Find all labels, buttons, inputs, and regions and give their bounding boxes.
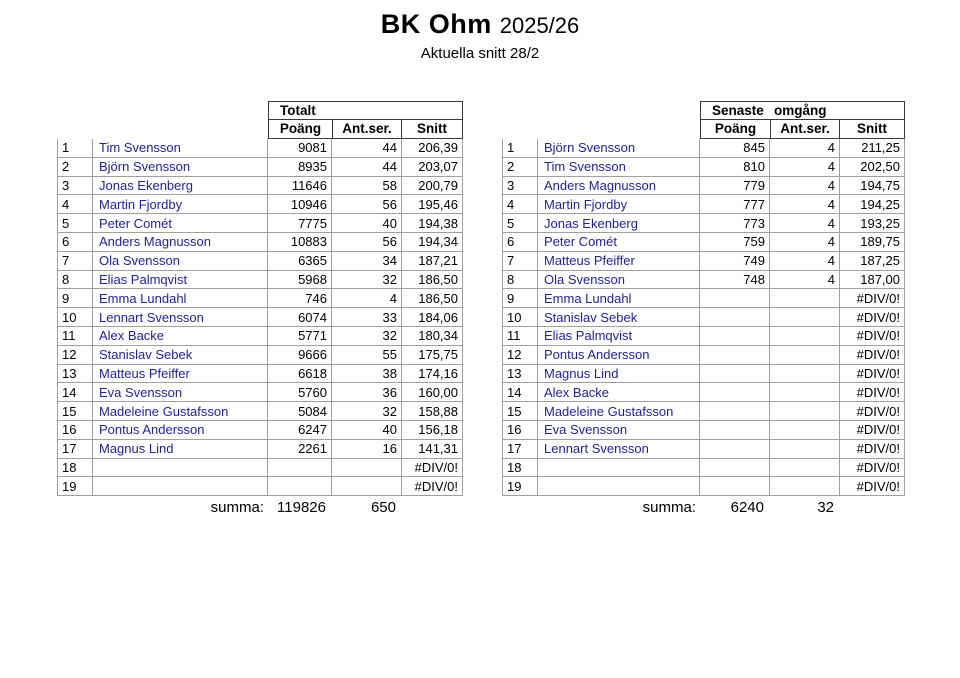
senaste-omgang-table	[502, 101, 905, 518]
poang-cell: 779	[700, 177, 770, 196]
table-row	[502, 139, 905, 158]
page-title	[0, 9, 960, 44]
poang-cell	[700, 346, 770, 365]
antser-cell: 4	[770, 195, 840, 214]
table-row	[57, 308, 463, 327]
table-row	[502, 346, 905, 365]
player-name-cell: Emma Lundahl	[538, 289, 700, 308]
snitt-cell: #DIV/0!	[840, 308, 905, 327]
snitt-cell: #DIV/0!	[840, 421, 905, 440]
snitt-cell: #DIV/0!	[840, 459, 905, 478]
rank-cell: 5	[57, 214, 93, 233]
player-name-cell: Emma Lundahl	[93, 289, 268, 308]
table-row	[57, 233, 463, 252]
poang-cell: 6247	[268, 421, 332, 440]
poang-cell	[268, 459, 332, 478]
table-row	[57, 459, 463, 478]
antser-cell	[332, 459, 402, 478]
player-name-cell: Elias Palmqvist	[538, 327, 700, 346]
poang-cell: 749	[700, 252, 770, 271]
rank-cell: 15	[57, 402, 93, 421]
senaste-group-label-part1: Senaste	[712, 103, 764, 118]
poang-cell	[700, 440, 770, 459]
snitt-cell: 206,39	[402, 139, 463, 158]
rank-cell: 18	[57, 459, 93, 478]
snitt-column-header: Snitt	[401, 120, 462, 138]
senaste-group-label	[701, 102, 904, 120]
poang-cell: 6365	[268, 252, 332, 271]
snitt-cell: 194,34	[402, 233, 463, 252]
poang-column-header: Poäng	[714, 121, 757, 136]
poang-cell	[700, 402, 770, 421]
player-name-cell: Matteus Pfeiffer	[538, 252, 700, 271]
player-name-cell: Madeleine Gustafsson	[93, 402, 268, 421]
table-row	[57, 252, 463, 271]
snitt-cell: 203,07	[402, 158, 463, 177]
antser-cell: 16	[332, 440, 402, 459]
table-row	[57, 139, 463, 158]
snitt-cell: 200,79	[402, 177, 463, 196]
player-name-cell: Jonas Ekenberg	[93, 177, 268, 196]
player-name-cell: Tim Svensson	[538, 158, 700, 177]
summa-antser-value: 32	[817, 499, 834, 517]
poang-cell: 9666	[268, 346, 332, 365]
totalt-summa-row	[57, 497, 463, 518]
table-row	[57, 383, 463, 402]
player-name-cell	[538, 477, 700, 496]
poang-cell	[700, 289, 770, 308]
player-name-cell: Martin Fjordby	[538, 195, 700, 214]
table-row	[502, 440, 905, 459]
rank-cell: 15	[502, 402, 538, 421]
summa-poang-value: 119826	[277, 499, 326, 517]
poang-cell: 746	[268, 289, 332, 308]
rank-cell: 12	[502, 346, 538, 365]
antser-cell	[770, 402, 840, 421]
season-label: 2025/26	[499, 13, 580, 38]
antser-cell	[770, 327, 840, 346]
table-row	[57, 346, 463, 365]
poang-cell: 8935	[268, 158, 332, 177]
table-row	[502, 252, 905, 271]
rank-cell: 4	[57, 195, 93, 214]
table-row	[502, 365, 905, 384]
snitt-cell: #DIV/0!	[840, 383, 905, 402]
rank-cell: 14	[502, 383, 538, 402]
antser-cell	[770, 346, 840, 365]
player-name-cell: Lennart Svensson	[93, 308, 268, 327]
antser-cell: 4	[770, 252, 840, 271]
poang-cell: 759	[700, 233, 770, 252]
senaste-summa-row	[502, 497, 905, 518]
poang-cell	[700, 308, 770, 327]
player-name-cell: Magnus Lind	[93, 440, 268, 459]
player-name-cell: Eva Svensson	[93, 383, 268, 402]
poang-cell	[700, 383, 770, 402]
antser-cell: 33	[332, 308, 402, 327]
antser-cell	[770, 365, 840, 384]
snitt-cell: 180,34	[402, 327, 463, 346]
rank-cell: 7	[57, 252, 93, 271]
player-name-cell: Lennart Svensson	[538, 440, 700, 459]
player-name-cell: Anders Magnusson	[538, 177, 700, 196]
summa-label: summa:	[642, 499, 696, 517]
table-row	[502, 383, 905, 402]
player-name-cell: Madeleine Gustafsson	[538, 402, 700, 421]
snitt-cell: 194,25	[840, 195, 905, 214]
poang-cell: 5760	[268, 383, 332, 402]
antser-cell: 55	[332, 346, 402, 365]
poang-cell: 7775	[268, 214, 332, 233]
title-block	[0, 9, 960, 62]
table-row	[57, 365, 463, 384]
player-name-cell: Eva Svensson	[538, 421, 700, 440]
player-name-cell: Elias Palmqvist	[93, 271, 268, 290]
rank-cell: 2	[502, 158, 538, 177]
table-row	[502, 233, 905, 252]
antser-cell	[770, 383, 840, 402]
poang-cell	[700, 477, 770, 496]
table-row	[57, 195, 463, 214]
rank-cell: 19	[502, 477, 538, 496]
poang-cell: 748	[700, 271, 770, 290]
antser-cell: 58	[332, 177, 402, 196]
player-name-cell	[538, 459, 700, 478]
antser-cell: 4	[770, 233, 840, 252]
rank-cell: 17	[502, 440, 538, 459]
rank-cell: 11	[502, 327, 538, 346]
poang-cell	[268, 477, 332, 496]
table-row	[57, 271, 463, 290]
player-name-cell: Alex Backe	[93, 327, 268, 346]
antser-cell: 32	[332, 402, 402, 421]
rank-cell: 11	[57, 327, 93, 346]
rank-cell: 13	[502, 365, 538, 384]
antser-cell: 4	[770, 158, 840, 177]
club-name: BK Ohm	[380, 9, 492, 39]
table-row	[57, 440, 463, 459]
rank-cell: 9	[502, 289, 538, 308]
table-row	[502, 421, 905, 440]
snitt-cell: 187,21	[402, 252, 463, 271]
player-name-cell: Ola Svensson	[538, 271, 700, 290]
table-row	[57, 477, 463, 496]
poang-cell: 773	[700, 214, 770, 233]
rank-cell: 10	[502, 308, 538, 327]
antser-cell: 4	[770, 214, 840, 233]
rank-cell: 13	[57, 365, 93, 384]
antser-column-header: Ant.ser.	[770, 120, 839, 138]
summa-label: summa:	[210, 499, 264, 517]
table-row	[502, 459, 905, 478]
antser-cell: 40	[332, 214, 402, 233]
totalt-table-body	[57, 139, 463, 496]
snitt-cell: 141,31	[402, 440, 463, 459]
poang-cell: 10883	[268, 233, 332, 252]
rank-cell: 1	[57, 139, 93, 158]
antser-cell: 44	[332, 139, 402, 158]
summa-poang-value: 6240	[730, 499, 764, 517]
table-row	[57, 289, 463, 308]
snitt-cell: #DIV/0!	[402, 459, 463, 478]
table-row	[502, 327, 905, 346]
player-name-cell: Peter Comét	[538, 233, 700, 252]
rank-cell: 6	[502, 233, 538, 252]
snitt-cell: 175,75	[402, 346, 463, 365]
rank-cell: 2	[57, 158, 93, 177]
snitt-cell: 156,18	[402, 421, 463, 440]
rank-cell: 18	[502, 459, 538, 478]
poang-cell: 2261	[268, 440, 332, 459]
poang-cell	[700, 421, 770, 440]
snitt-cell: #DIV/0!	[840, 440, 905, 459]
antser-cell	[770, 289, 840, 308]
rank-cell: 19	[57, 477, 93, 496]
poang-cell: 6618	[268, 365, 332, 384]
snitt-column-header: Snitt	[839, 120, 904, 138]
poang-cell: 810	[700, 158, 770, 177]
player-name-cell: Stanislav Sebek	[93, 346, 268, 365]
player-name-cell	[93, 459, 268, 478]
antser-cell: 36	[332, 383, 402, 402]
table-row	[502, 271, 905, 290]
snitt-cell: 189,75	[840, 233, 905, 252]
table-row	[502, 402, 905, 421]
player-name-cell: Björn Svensson	[93, 158, 268, 177]
rank-cell: 12	[57, 346, 93, 365]
table-row	[57, 214, 463, 233]
poang-cell: 11646	[268, 177, 332, 196]
player-name-cell: Stanislav Sebek	[538, 308, 700, 327]
subtitle: Aktuella snitt 28/2	[420, 45, 540, 62]
snitt-cell: 202,50	[840, 158, 905, 177]
antser-cell	[332, 477, 402, 496]
antser-cell: 38	[332, 365, 402, 384]
summa-antser-value: 650	[370, 499, 396, 517]
rank-cell: 10	[57, 308, 93, 327]
poang-cell: 845	[700, 139, 770, 158]
snitt-cell: 194,38	[402, 214, 463, 233]
snitt-cell: 187,25	[840, 252, 905, 271]
table-row	[57, 421, 463, 440]
table-row	[57, 177, 463, 196]
snitt-cell: #DIV/0!	[840, 327, 905, 346]
snitt-cell: 187,00	[840, 271, 905, 290]
player-name-cell: Matteus Pfeiffer	[93, 365, 268, 384]
antser-cell: 34	[332, 252, 402, 271]
senaste-header	[700, 101, 905, 139]
snitt-cell: 211,25	[840, 139, 905, 158]
antser-cell	[770, 477, 840, 496]
player-name-cell: Björn Svensson	[538, 139, 700, 158]
rank-cell: 4	[502, 195, 538, 214]
table-row	[502, 158, 905, 177]
rank-cell: 14	[57, 383, 93, 402]
snitt-cell: 193,25	[840, 214, 905, 233]
antser-cell: 4	[770, 177, 840, 196]
rank-cell: 8	[57, 271, 93, 290]
antser-cell: 56	[332, 195, 402, 214]
rank-cell: 3	[57, 177, 93, 196]
snitt-cell: #DIV/0!	[402, 477, 463, 496]
rank-cell: 16	[502, 421, 538, 440]
antser-cell	[770, 421, 840, 440]
antser-cell: 4	[770, 139, 840, 158]
antser-cell: 56	[332, 233, 402, 252]
snitt-cell: 186,50	[402, 289, 463, 308]
senaste-table-body	[502, 139, 905, 496]
poang-cell: 10946	[268, 195, 332, 214]
snitt-cell: 194,75	[840, 177, 905, 196]
antser-cell: 4	[770, 271, 840, 290]
snitt-cell: #DIV/0!	[840, 346, 905, 365]
totalt-group-label: Totalt	[269, 102, 462, 120]
poang-column-header: Poäng	[279, 121, 322, 136]
snitt-cell: #DIV/0!	[840, 365, 905, 384]
antser-cell: 32	[332, 327, 402, 346]
snitt-cell: #DIV/0!	[840, 289, 905, 308]
rank-cell: 3	[502, 177, 538, 196]
antser-cell	[770, 440, 840, 459]
table-row	[57, 327, 463, 346]
snitt-cell: #DIV/0!	[840, 477, 905, 496]
rank-cell: 6	[57, 233, 93, 252]
player-name-cell: Ola Svensson	[93, 252, 268, 271]
player-name-cell: Jonas Ekenberg	[538, 214, 700, 233]
player-name-cell: Pontus Andersson	[93, 421, 268, 440]
table-row	[502, 289, 905, 308]
snitt-cell: 195,46	[402, 195, 463, 214]
table-row	[502, 177, 905, 196]
player-name-cell: Anders Magnusson	[93, 233, 268, 252]
poang-cell	[700, 365, 770, 384]
snitt-cell: 160,00	[402, 383, 463, 402]
totalt-table	[57, 101, 463, 518]
senaste-group-label-part2: omgång	[774, 103, 827, 118]
table-row	[57, 402, 463, 421]
table-row	[57, 158, 463, 177]
poang-cell	[700, 459, 770, 478]
totalt-column-headers	[269, 120, 462, 138]
antser-cell: 40	[332, 421, 402, 440]
poang-cell: 5771	[268, 327, 332, 346]
antser-cell: 44	[332, 158, 402, 177]
snitt-cell: 184,06	[402, 308, 463, 327]
player-name-cell: Pontus Andersson	[538, 346, 700, 365]
poang-cell: 6074	[268, 308, 332, 327]
poang-cell	[700, 327, 770, 346]
player-name-cell: Martin Fjordby	[93, 195, 268, 214]
table-row	[502, 214, 905, 233]
rank-cell: 5	[502, 214, 538, 233]
poang-cell: 777	[700, 195, 770, 214]
antser-cell	[770, 459, 840, 478]
rank-cell: 9	[57, 289, 93, 308]
antser-cell: 4	[332, 289, 402, 308]
player-name-cell: Alex Backe	[538, 383, 700, 402]
rank-cell: 8	[502, 271, 538, 290]
antser-column-header: Ant.ser.	[332, 120, 401, 138]
rank-cell: 17	[57, 440, 93, 459]
snitt-cell: #DIV/0!	[840, 402, 905, 421]
antser-cell	[770, 308, 840, 327]
poang-cell: 5968	[268, 271, 332, 290]
rank-cell: 1	[502, 139, 538, 158]
snitt-cell: 186,50	[402, 271, 463, 290]
player-name-cell	[93, 477, 268, 496]
senaste-column-headers	[701, 120, 904, 138]
poang-cell: 9081	[268, 139, 332, 158]
antser-cell: 32	[332, 271, 402, 290]
player-name-cell: Tim Svensson	[93, 139, 268, 158]
player-name-cell: Magnus Lind	[538, 365, 700, 384]
table-row	[502, 477, 905, 496]
totalt-header	[268, 101, 463, 139]
rank-cell: 7	[502, 252, 538, 271]
poang-cell: 5084	[268, 402, 332, 421]
rank-cell: 16	[57, 421, 93, 440]
table-row	[502, 195, 905, 214]
snitt-cell: 158,88	[402, 402, 463, 421]
table-row	[502, 308, 905, 327]
player-name-cell: Peter Comét	[93, 214, 268, 233]
snitt-cell: 174,16	[402, 365, 463, 384]
